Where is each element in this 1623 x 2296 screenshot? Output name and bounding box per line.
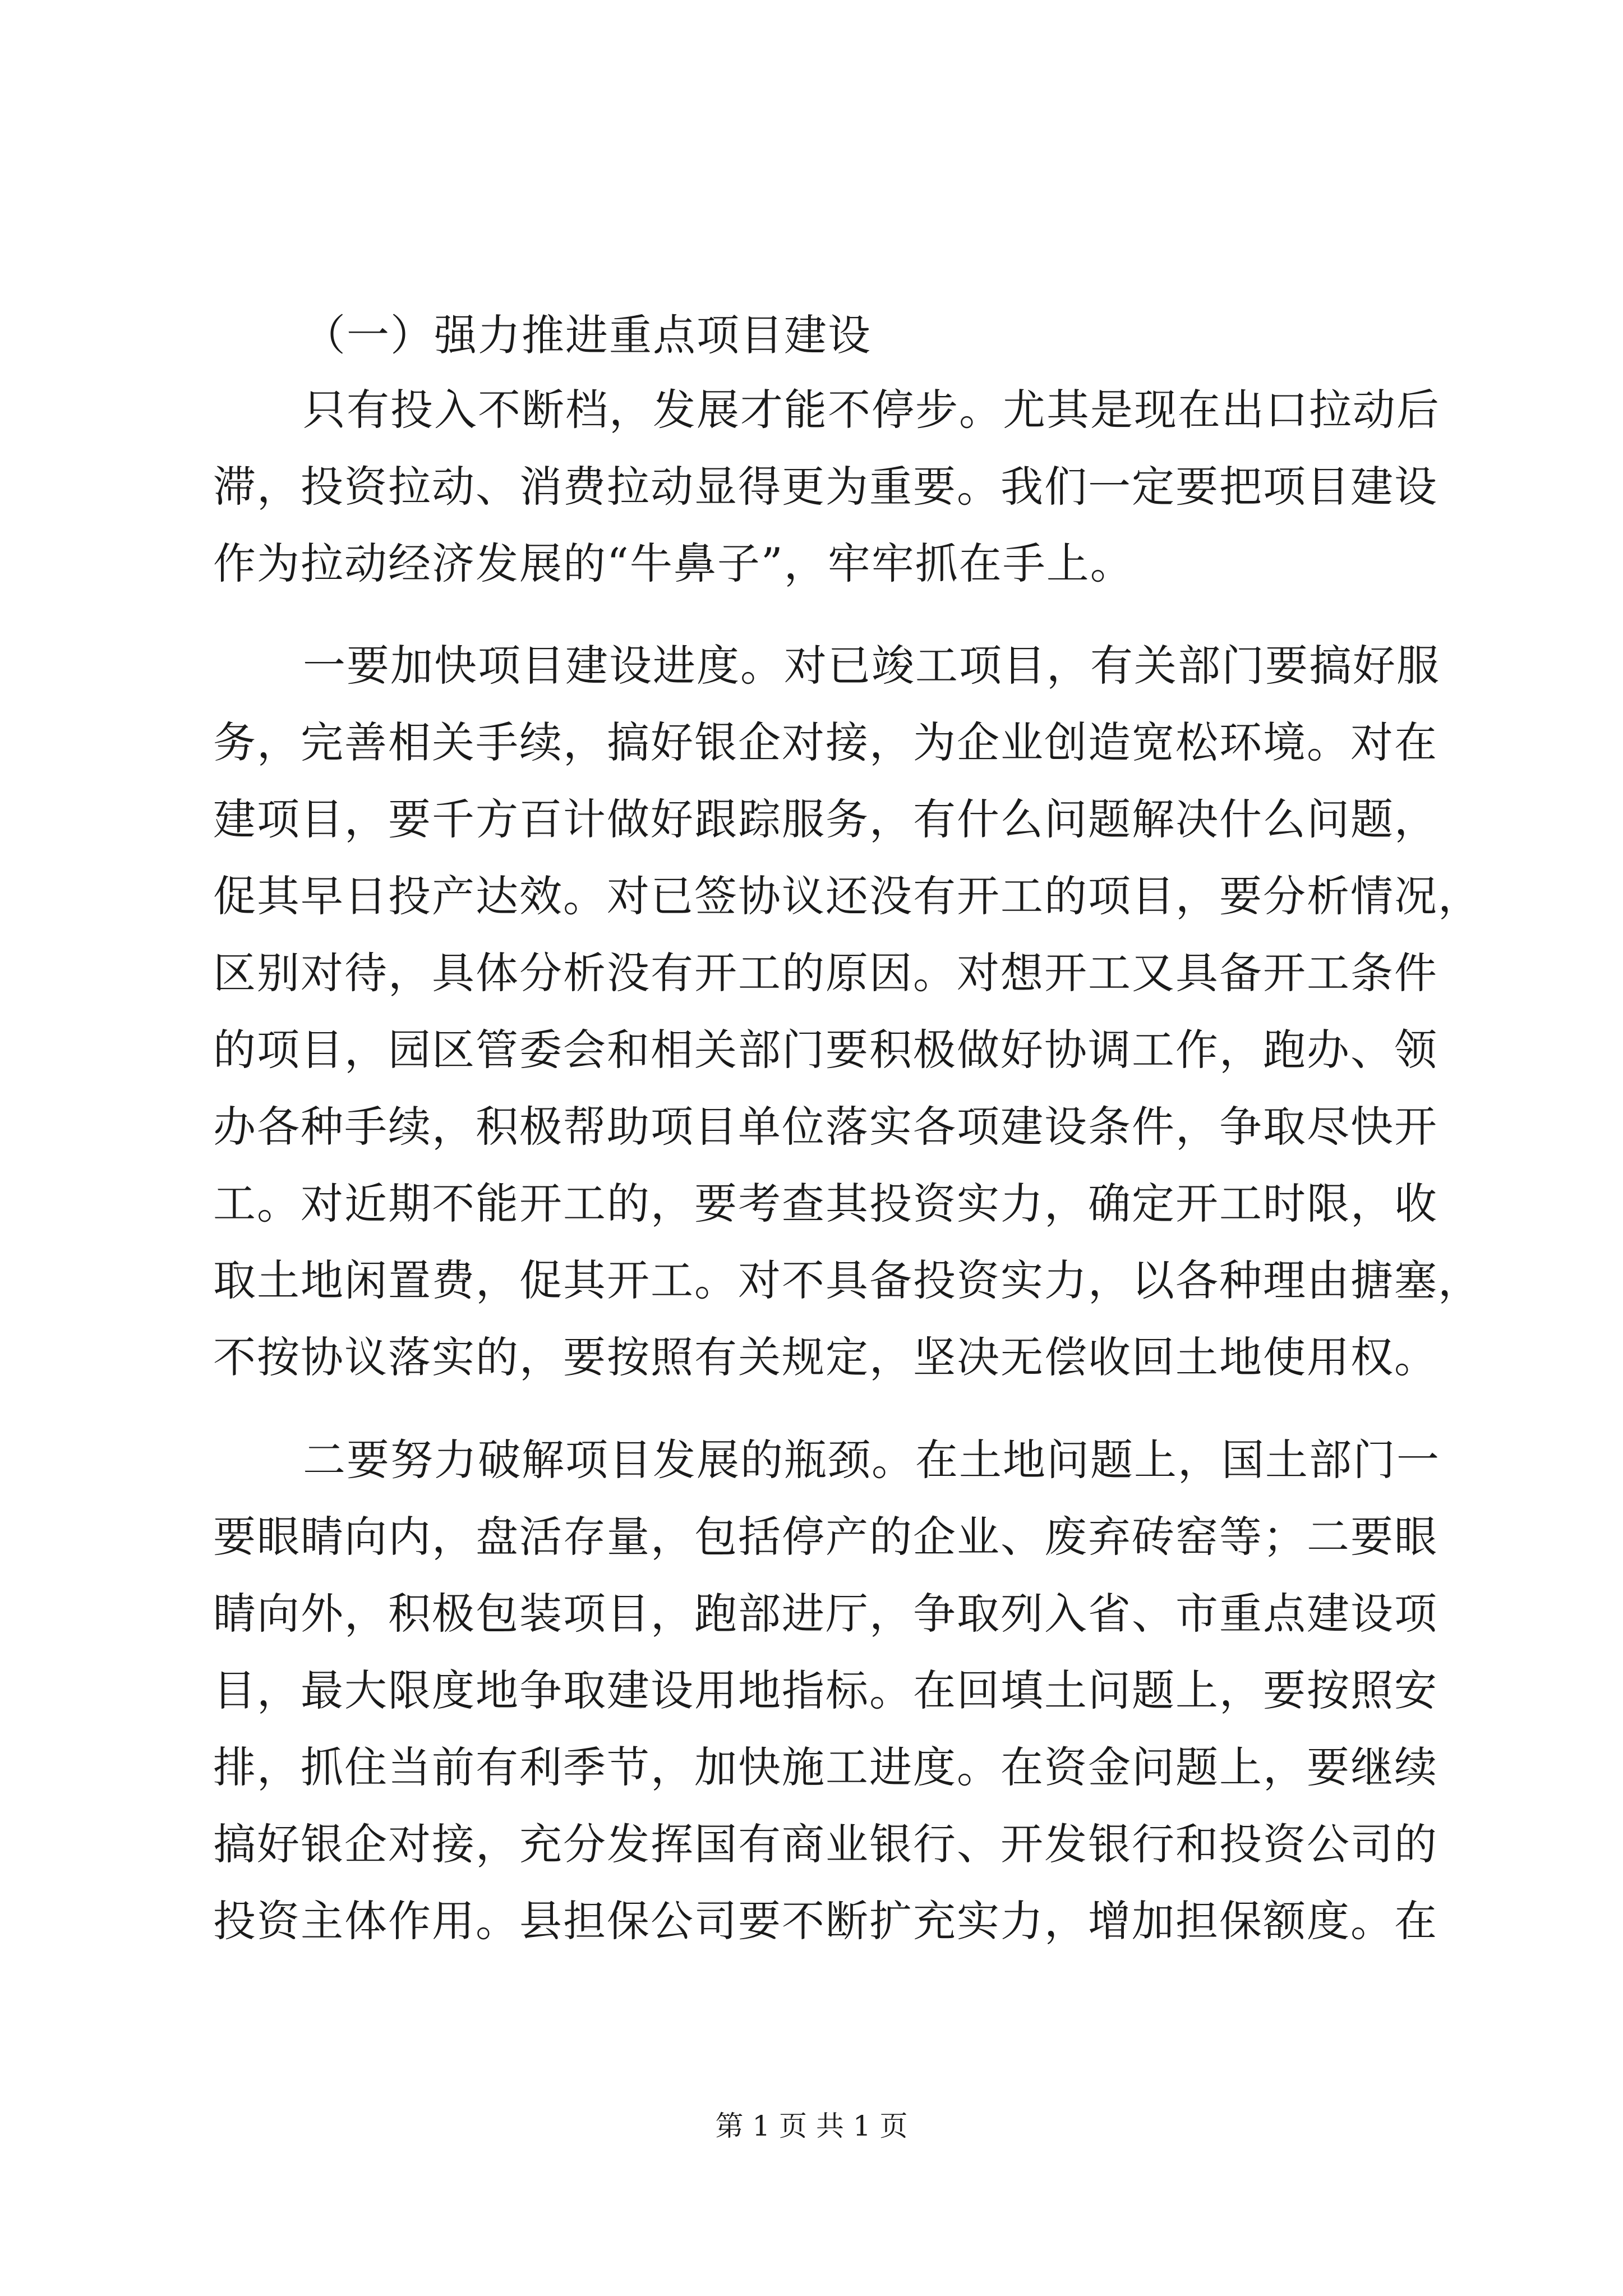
paragraph-1-line-1: 只有投入不断档，发展才能不停步。尤其是现在出口拉动后 — [303, 385, 1440, 435]
paragraph-1-line-2: 滞，投资拉动、消费拉动显得更为重要。我们一定要把项目建设 — [213, 462, 1438, 512]
paragraph-2-line-4: 促其早日投产达效。对已签协议还没有开工的项目，要分析情况， — [213, 871, 1482, 921]
section-heading: （一）强力推进重点项目建设 — [303, 310, 872, 360]
paragraph-2-line-6: 的项目，园区管委会和相关部门要积极做好协调工作，跑办、领 — [213, 1025, 1438, 1075]
paragraph-3-line-3: 睛向外，积极包装项目，跑部进厅，争取列入省、市重点建设项 — [213, 1589, 1438, 1639]
paragraph-3-line-6: 搞好银企对接，充分发挥国有商业银行、开发银行和投资公司的 — [213, 1819, 1438, 1869]
paragraph-3-line-1: 二要努力破解项目发展的瓶颈。在土地问题上，国土部门一 — [303, 1435, 1440, 1485]
paragraph-2-line-2: 务，完善相关手续，搞好银企对接，为企业创造宽松环境。对在 — [213, 717, 1438, 767]
paragraph-2-line-9: 取土地闲置费，促其开工。对不具备投资实力，以各种理由搪塞， — [213, 1255, 1482, 1305]
paragraph-2-line-10: 不按协议落实的，要按照有关规定，坚决无偿收回土地使用权。 — [213, 1332, 1438, 1382]
paragraph-3-line-7: 投资主体作用。县担保公司要不断扩充实力，增加担保额度。在 — [213, 1896, 1438, 1946]
paragraph-2-line-8: 工。对近期不能开工的，要考查其投资实力，确定开工时限，收 — [213, 1179, 1438, 1228]
paragraph-2-line-5: 区别对待，具体分析没有开工的原因。对想开工又具备开工条件 — [213, 948, 1438, 998]
paragraph-3-line-5: 排，抓住当前有利季节，加快施工进度。在资金问题上，要继续 — [213, 1742, 1438, 1792]
paragraph-1-line-3: 作为拉动经济发展的“牛鼻子”，牢牢抓在手上。 — [213, 539, 1134, 588]
paragraph-3-line-4: 目，最大限度地争取建设用地指标。在回填土问题上，要按照安 — [213, 1665, 1438, 1715]
paragraph-2-line-7: 办各种手续，积极帮助项目单位落实各项建设条件，争取尽快开 — [213, 1102, 1438, 1152]
page-number-footer: 第 1 页 共 1 页 — [715, 2110, 908, 2142]
paragraph-3-line-2: 要眼睛向内，盘活存量，包括停产的企业、废弃砖窑等；二要眼 — [213, 1512, 1438, 1562]
paragraph-2-line-3: 建项目，要千方百计做好跟踪服务，有什么问题解决什么问题， — [213, 794, 1438, 844]
paragraph-2-line-1: 一要加快项目建设进度。对已竣工项目，有关部门要搞好服 — [303, 641, 1440, 691]
